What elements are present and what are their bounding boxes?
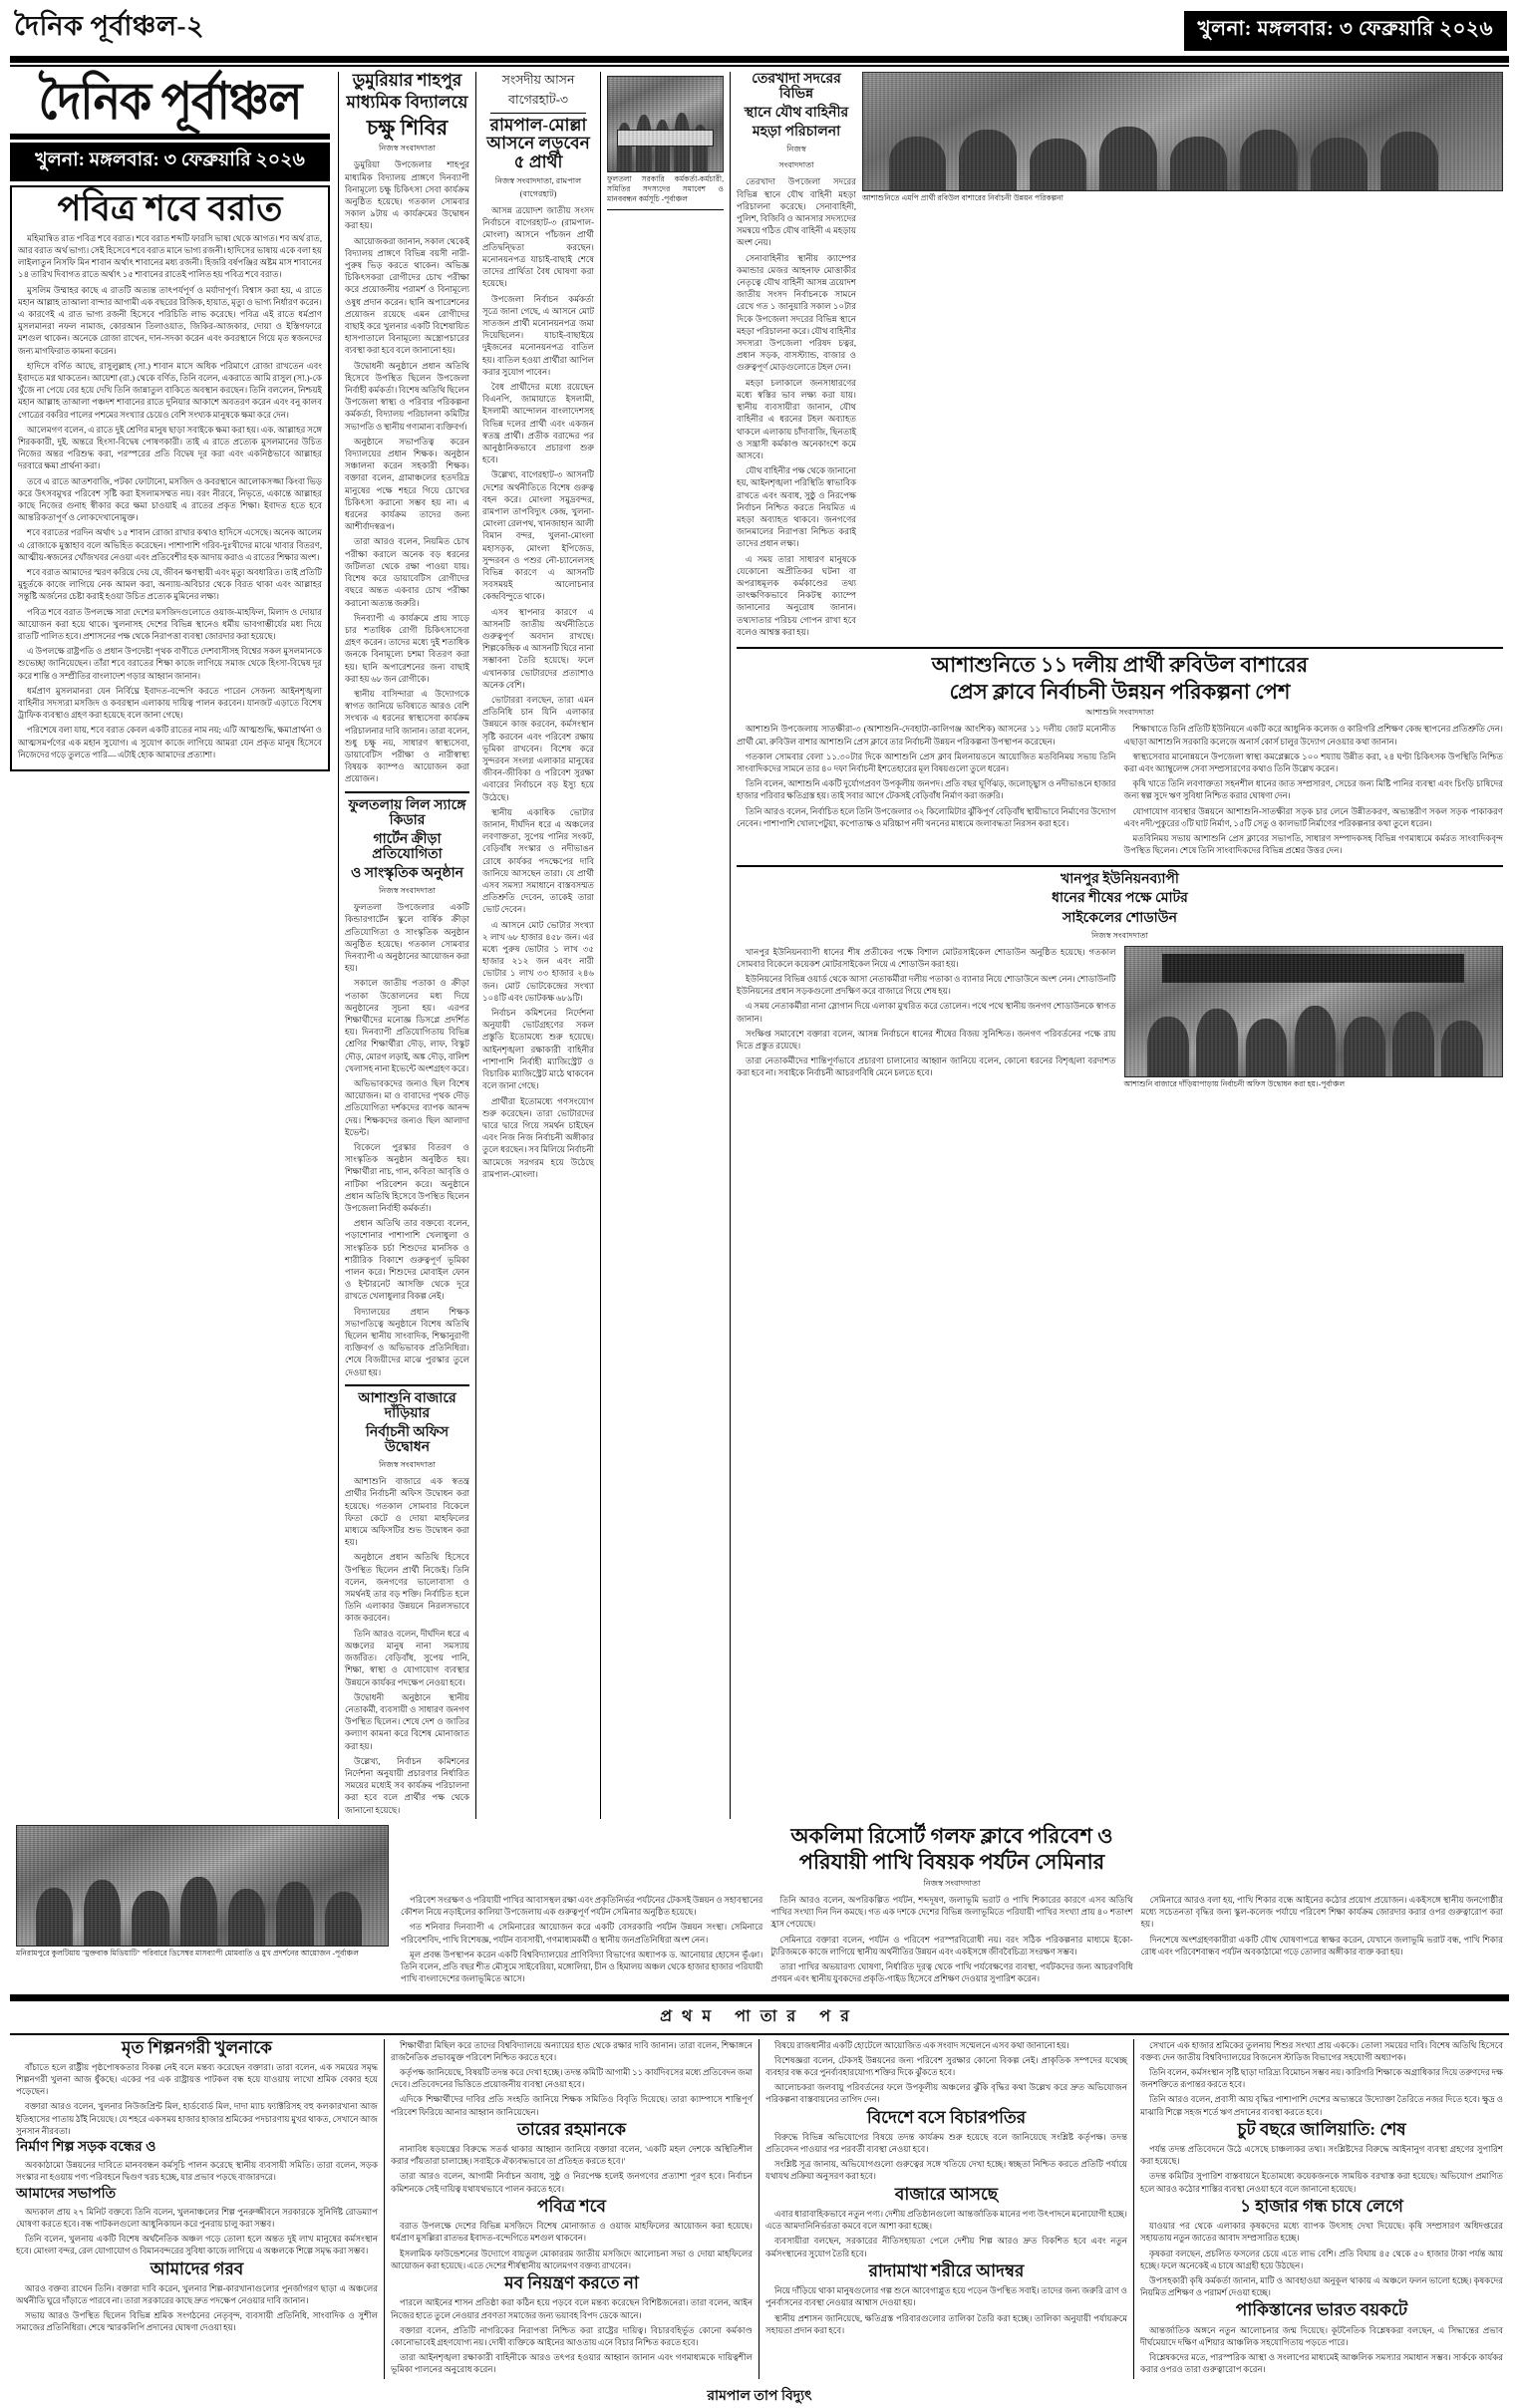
cont4-sub3-body xyxy=(1140,2324,1503,2376)
lead-para: মহিমান্বিত রাত পবিত্র শবে বরাত। শবে বরাত শব্দটি ফারসি ভাষা থেকে আগত। শব অর্থ রাত, আর বরাত অর্থ ভাগ্য। সেই হিসেবে শবে বরাত মানে ভাগ্য রজনী। হাদিসের ভাষায় একে বলা হয় লাইলাতুন নিসফি মিন শাবান অর্থাৎ শাবানের মধ্য রজনী। হিজরি বর্ষপঞ্জির অষ্টম মাস শাবানের ১৪ তারিখ দিবাগত রাতে অর্থাৎ ১৫ শাবানের রাতেই পালিত হয় পবিত্র শবে বরাত। xyxy=(18,232,322,280)
masthead-title: দৈনিক পূর্বাঞ্চল xyxy=(38,73,302,131)
rampal-headline: রামপাল-মোল্লা আসনে লড়বেন ৫ প্রার্থী xyxy=(486,116,590,171)
cont2-sub3-headline: মব নিয়ন্ত্রণ করতে না xyxy=(504,2273,639,2293)
ashashuni-banner-hl-2: প্রেস ক্লাবে নির্বাচনী উন্নয়ন পরিকল্পনা পেশ xyxy=(949,679,1291,704)
para: ভোটাররা বলছেন, তারা এমন প্রতিনিধি চান যিনি এলাকার উন্নয়নে কাজ করবেন, কর্মসংস্থান সৃষ্টি করবেন এবং পরিবেশ রক্ষায় ভূমিকা রাখবেন। বিশেষ করে সুন্দরবন সংলগ্ন এলাকার মানুষের জীবন-জীবিকা ও পরিবেশ সুরক্ষা এবারের নির্বাচনে বড় ইস্যু হয়ে উঠেছে। xyxy=(482,695,594,802)
para: বক্তারা বলেন, প্রতিটি নাগরিকের নিরাপত্তা নিশ্চিত করা রাষ্ট্রের দায়িত্ব। বিচারবহির্ভূত কোনো কর্মকাণ্ড কোনোভাবেই গ্রহণযোগ্য নয়। দোষী ব্যক্তিকে আইনের আওতায় এনে বিচার নিশ্চিত করতে হবে। xyxy=(391,2324,753,2348)
para: তারা আরও বলেন, আগামী নির্বাচন অবাধ, সুষ্ঠু ও নিরপেক্ষ হলেই জনগণের প্রত্যাশা পূরণ হবে। নির্বাচন কমিশনকে সেই দায়িত্ব যথাযথভাবে পালন করতে হবে। xyxy=(391,2171,753,2194)
divider xyxy=(737,647,1503,649)
rampal-byline: নিজস্ব সংবাদদাতা, রামপাল (বাগেরহাট) xyxy=(494,176,582,199)
akrama-col2 xyxy=(770,1894,1132,1987)
para: তিনি বলেন, খুলনায় একটি বিশেষ অর্থনৈতিক অঞ্চল গড়ে তোলা হলে অন্তত দুই লাখ মানুষের কর্মসংস্থান হবে। মোংলা বন্দর, রেল যোগাযোগ ও বিমানবন্দরের সুবিধা কাজে লাগিয়ে এ অঞ্চলকে শিল্পে সমৃদ্ধ করা সম্ভব। xyxy=(16,2234,378,2257)
para: উল্লেখ্য, নির্বাচন কমিশনের নির্দেশনা অনুযায়ী প্রচারণার নির্ধারিত সময়ের মধ্যেই সব কার্যক্রম পরিচালনা করা হবে বলে প্রার্থীর পক্ষ থেকে জানানো হয়েছে। xyxy=(345,1755,469,1815)
para: মূল প্রবন্ধ উপস্থাপন করেন একটি বিশ্ববিদ্যালয়ের প্রাণিবিদ্যা বিভাগের অধ্যাপক ড. আনোয়ার হোসেন ভূঁঞা। তিনি বলেন, প্রতি বছর শীত মৌসুমে সাইবেরিয়া, মঙ্গোলিয়া, চীন ও হিমালয় অঞ্চল থেকে হাজার হাজার পরিযায়ী পাখি বাংলাদেশের জলাভূমিতে আসে। xyxy=(401,1949,763,1984)
continuation-band xyxy=(10,1994,1509,2035)
para: আশাশুনি উপজেলায় সাতক্ষীরা-৩ (আশাশুনি-দেবহাটা-কালিগঞ্জ আংশিক) আসনের ১১ দলীয় জোট মনোনীত প্রার্থী মো. রুবিউল বাশার আশাশুনি প্রেস ক্লাবে তার নির্বাচনী উন্নয়ন পরিকল্পনা উপস্থাপন করেছেন। xyxy=(737,724,1116,747)
para: উপসহকারী কৃষি কর্মকর্তা জানান, মাটি ও আবহাওয়া অনুকূল থাকায় এ অঞ্চলে ফলন ভালো হচ্ছে। কৃষকদের নিয়মিত প্রশিক্ষণ ও পরামর্শ দেওয়া হচ্ছে। xyxy=(1140,2275,1503,2298)
rampal-kicker: সংসদীয় আসন বাগেরহাট-৩ xyxy=(490,72,586,114)
cont1-sub1-body xyxy=(16,2159,378,2183)
akrama-col1 xyxy=(401,1894,762,1987)
para: ইসলামিক ফাউন্ডেশনের উদ্যোগে বায়তুল মোকাররম জাতীয় মসজিদে আলোচনা সভা ও দোয়া মাহফিলের আয়োজন করা হয়েছে। এতে দেশের শীর্ষস্থানীয় আলেমগণ বক্তব্য রাখবেন। xyxy=(391,2248,753,2270)
para: অভিভাবকদের জন্যও ছিল বিশেষ আয়োজন। মা ও বাবাদের পৃথক দৌড় প্রতিযোগিতা দর্শকদের ব্যাপক আনন্দ দেয়। শিক্ষকদের জন্যও ছিল আলাদা ইভেন্ট। xyxy=(345,1077,469,1137)
para: অবকাঠামো উন্নয়নের দাবিতে মানববন্ধন কর্মসূচি পালন করেছে স্থানীয় ব্যবসায়ী সমিতি। তারা বলেন, সড়ক সংস্কার না হওয়ায় পণ্য পরিবহনে দ্বিগুণ খরচ হচ্ছে, যার প্রভাব পড়ছে বাজারদরে। xyxy=(16,2160,378,2183)
cont1-headline: মৃত শিল্পনগরী খুলনাকে xyxy=(122,2037,272,2057)
cont4-sub2-body xyxy=(1140,2220,1503,2298)
folio-date: খুলনা: মঙ্গলবার: ৩ ফেব্রুয়ারি ২০২৬ xyxy=(1184,11,1507,51)
dumuria-kicker-2: মাধ্যমিক বিদ্যালয়ে xyxy=(346,93,468,113)
para: নিয়ে দাঁড়িয়ে থাকা মানুষগুলোর গল্প শুনে আবেগাপ্লুত হয়ে পড়েন উপস্থিত সবাই। তাদের জন্য জরুরি ত্রাণ ও পুনর্বাসনের ব্যবস্থা নেওয়ার আশ্বাস দেওয়া হয়। xyxy=(765,2285,1127,2308)
cont1-body xyxy=(16,2061,378,2137)
para: যোগাযোগ ব্যবস্থার উন্নয়নে আশাশুনি-সাতক্ষীরা সড়ক চার লেনে উন্নীতকরণ, অভ্যন্তরীণ সকল সড়ক পাকাকরণ এবং নদী/পুকুরের ৩টি ঘাট নির্মাণ, ১৫টি সেতু ও কালভার্ট নির্মাণের পরিকল্পনার কথা তুলে ধরেন। xyxy=(1123,805,1503,828)
fultala-headline-1: ফুলতলায় লিল স্যাঙ্গে কিডার xyxy=(348,797,466,828)
ashashuni-photo-caption: আশাশুনি বাজারে দাঁড়িয়াপাড়ায় নির্বাচনী অফিস উদ্বোধন করা হয়।-পূর্বাঞ্চল xyxy=(1123,1078,1346,1088)
cont1-sub3-headline: আমাদের গরব xyxy=(150,2258,244,2278)
lead-para: মুসলিম উম্মাহর কাছে এ রাতটি অত্যন্ত তাৎপর্যপূর্ণ ও মর্যাদাপূর্ণ। বিশ্বাস করা হয়, এ রাতে মহান আল্লাহ তাআলা বান্দার আগামী এক বছরের রিজিক, হায়াত, মৃত্যু ও ভাগ্য নির্ধারণ করেন। এ কারণেই এ রাত ভাগ্য রজনী হিসেবে পরিচিতি লাভ করেছে। পবিত্র এই রাতে ধর্মপ্রাণ মুসলমানরা নফল নামাজ, কোরআন তিলাওয়াত, জিকির-আজকার, দোয়া ও ইস্তিগফারে মশগুল থাকেন। অনেকে রোজা রাখেন, দান-সদকা করেন এবং কবরস্থানে গিয়ে মৃত স্বজনদের জন্য মাগফিরাত কামনা করেন। xyxy=(18,284,322,356)
khanpur-body xyxy=(737,946,1116,1089)
divider xyxy=(345,791,469,793)
ashashuni-bazar-hl-1: আশাশুনি বাজারে দাঁড়িয়ার xyxy=(358,1390,456,1421)
para: বিকেলে পুরস্কার বিতরণ ও সাংস্কৃতিক অনুষ্ঠান অনুষ্ঠিত হয়। শিক্ষার্থীরা নাচ, গান, কবিতা আবৃত্তি ও নাটিকা পরিবেশন করে। অনুষ্ঠানে প্রধান অতিথি হিসেবে উপস্থিত ছিলেন উপজেলা নির্বাহী কর্মকর্তা। xyxy=(345,1141,469,1213)
para: এদিকে শিক্ষার্থীদের দাবির প্রতি সংহতি জানিয়ে শিক্ষক সমিতিও বিবৃতি দিয়েছে। তারা ক্যাম্পাসে শান্তিপূর্ণ পরিবেশ ফিরিয়ে আনার আহ্বান জানিয়েছেন। xyxy=(391,2094,753,2117)
para: সভায় আরও উপস্থিত ছিলেন বিভিন্ন শ্রমিক সংগঠনের নেতৃবৃন্দ, ব্যবসায়ী প্রতিনিধি, সাংবাদিক ও সুশীল সমাজের প্রতিনিধিরা। শেষে স্মারকলিপি প্রদানের ঘোষণা দেওয়া হয়। xyxy=(16,2310,378,2333)
cont-column-1 xyxy=(10,2039,385,2379)
top-section xyxy=(10,72,1509,1819)
para: সেখানে এক হাজার শ্রমিকের তুলনায় শিশুর সংখ্যা প্রায় এককে। তোলা সময়ের দাবি। বিশেষ অতিথি হিসেবে বক্তব্য দেন জাতীয় বিশ্ববিদ্যালয়ের বিজনেস স্টাডিজ বিভাগের সহযোগী অধ্যাপক। xyxy=(1140,2039,1503,2062)
dumuria-kicker-1: ডুমুরিয়ার শাহপুর xyxy=(352,71,462,90)
divider xyxy=(345,1384,469,1386)
para: এ সময় তারা সাধারণ মানুষকে যেকোনো অপ্রীতিকর ঘটনা বা অপরাধমূলক কর্মকাণ্ডের তথ্য তাৎক্ষণিকভাবে নিকটস্থ ক্যাম্পে জানানোর অনুরোধ জানান। তথ্যদাতার পরিচয় গোপন রাখা হবে বলেও আশ্বস্ত করা হয়। xyxy=(737,553,856,637)
para: সেমিনারে আরও বলা হয়, পাখি শিকার বন্ধে আইনের কঠোর প্রয়োগ প্রয়োজন। একইসঙ্গে স্থানীয় জনগোষ্ঠীর মধ্যে সচেতনতা বৃদ্ধির জন্য স্কুল-কলেজ পর্যায়ে পরিবেশ শিক্ষা কার্যক্রম জোরদার করার ওপর গুরুত্বারোপ করা হয়। xyxy=(1140,1895,1503,1930)
cont3-sub2-body xyxy=(765,2208,1127,2259)
masthead-rule xyxy=(10,134,330,140)
para: বিশ্লেষকদের মতে, পারস্পরিক আস্থা ও সংলাপের মাধ্যমেই আঞ্চলিক সমস্যার সমাধান সম্ভব। সার্ককে কার্যকর করার ওপরও তারা গুরুত্বারোপ করেন। xyxy=(1140,2352,1503,2375)
terokhada-photo-caption: আশাশুনিতে এমপি প্রার্থী রবিউল বাশারের নির্বাচনী উন্নয়ন পরিকল্পনা xyxy=(862,193,1063,202)
para: তিনি আরও বলেন, নির্বাচিত হলে তিনি উপজেলার ৩২ কিলোমিটার ঝুঁকিপূর্ণ বেড়িবাঁধ স্থায়ীভাবে নির্মাণের উদ্যোগ নেবেন। পাশাপাশি খোলপেটুয়া, কপোতাক্ষ ও মরিচ্চাপ নদী খননের মাধ্যমে জলাবদ্ধতা নিরসন করা হবে। xyxy=(737,805,1116,828)
dumuria-headline: চক্ষু শিবির xyxy=(366,115,449,140)
masthead-datebar: খুলনা: মঙ্গলবার: ৩ ফেব্রুয়ারি ২০২৬ xyxy=(10,143,330,181)
para: দিনশেষে অংশগ্রহণকারীরা একটি যৌথ ঘোষণাপত্রে স্বাক্ষর করেন, যেখানে জলাভূমি ভরাট বন্ধ, পাখি শিকার রোধ এবং পরিবেশবান্ধব পর্যটন অবকাঠামো গড়ে তোলার অঙ্গীকার ব্যক্ত করা হয়। xyxy=(1140,1934,1503,1956)
para: যাওয়ার পর থেকে এলাকার কৃষকদের মধ্যে ব্যাপক উৎসাহ দেখা দিয়েছে। কৃষি সম্প্রসারণ অধিদপ্তরের সহায়তায় নতুন জাতের আবাদ সম্প্রসারিত হচ্ছে। xyxy=(1140,2221,1503,2244)
cont2-sub1-headline: তারের রহমানকে xyxy=(517,2119,626,2139)
divider xyxy=(737,865,1503,867)
ashashuni-bazar-body xyxy=(345,1475,469,1815)
cont4-sub1-headline: চুট বছরে জালিয়াতি: শেষ xyxy=(1237,2119,1406,2139)
para: বিশেষজ্ঞরা বলেন, টেকসই উন্নয়নের জন্য পরিবেশ সুরক্ষার কোনো বিকল্প নেই। প্রাকৃতিক সম্পদের যথেচ্ছ ব্যবহার বন্ধ করে পুনর্ব্যবহারযোগ্য শক্তির দিকে ঝুঁকতে হবে। xyxy=(765,2054,1127,2077)
band-rule-bottom xyxy=(10,2033,1509,2035)
para: এ সময় নেতাকর্মীরা নানা স্লোগান দিয়ে এলাকা মুখরিত করে তোলেন। পথে পথে স্থানীয় জনগণ শোডাউনকে স্বাগত জানান। xyxy=(737,1001,1116,1024)
khanpur-byline: নিজস্ব সংবাদদাতা xyxy=(1091,930,1148,940)
lead-headline: পবিত্র শবে বরাত xyxy=(57,189,283,228)
lead-para: পবিত্র শবে বরাত উপলক্ষে সারা দেশের মসজিদগুলোতে ওয়াজ-মাহফিল, মিলাদ ও দোয়ার আয়োজন করা হয়ে থাকে। খুলনাসহ দেশের বিভিন্ন স্থানেও ধর্মীয় ভাবগাম্ভীর্যের মধ্য দিয়ে রাতটি পালিত হবে। প্রশাসনের পক্ষ থেকে নিরাপত্তা ব্যবস্থা জোরদার করা হয়েছে। xyxy=(18,606,322,642)
fultala-photo-caption: ফুলতলা সরকারি কর্মকর্তা-কর্মচারী, সমিতির সদস্যদের সমাবেশ ও মানববন্ধন কর্মসূচি -পূর্বাঞ্চল xyxy=(607,174,724,203)
fultala-body xyxy=(345,901,469,1378)
terokhada-body xyxy=(737,175,856,638)
ashashuni-bazar-hl-2: নির্বাচনী অফিস উদ্বোধন xyxy=(365,1425,450,1456)
lead-para: শবে বরাতের পরদিন অর্থাৎ ১৫ শাবান রোজা রাখার কথাও হাদিসে এসেছে। অনেক আলেম এ রোজাকে মুস্তাহাব বলে অভিহিত করেছেন। পাশাপাশি গরিব-দুঃখীদের মাঝে খাবার বিতরণ, আত্মীয়-স্বজনের খোঁজখবর নেওয়া এবং প্রতিবেশীর হক আদায় করাও এ রাতের শিক্ষার অংশ। xyxy=(18,527,322,562)
continuation-title: প্রথম পাতার পর xyxy=(660,2007,859,2025)
para: শিক্ষাখাতে তিনি প্রতিটি ইউনিয়নে একটি করে আধুনিক কলেজ ও কারিগরি প্রশিক্ষণ কেন্দ্র স্থাপনের প্রতিশ্রুতি দেন। এছাড়া আশাশুনি সরকারি কলেজে অনার্স কোর্স চালুর উদ্যোগ নেওয়ার কথা জানান। xyxy=(1123,724,1503,747)
monirampur-photo-caption: মনিরামপুরে কুলটিয়ায় "মুক্তবাক মিডিয়াটি" পরিবারে ডিসেম্বর মাসব্যাপী মোমবাতি ও মুখ প্রদর্শনের আয়োজন -পূর্বাঞ্চল xyxy=(16,1948,359,1957)
lead-para: এ উপলক্ষে রাষ্ট্রপতি ও প্রধান উপদেষ্টা পৃথক বাণীতে দেশবাসীসহ বিশ্বের সকল মুসলমানকে শুভেচ্ছা জানিয়েছেন। তাঁরা শবে বরাতের শিক্ষা কাজে লাগিয়ে সমাজ থেকে হিংসা-বিদ্বেষ দূর করে শান্তি ও সম্প্রীতির বাংলাদেশ গড়ার আহ্বান জানান। xyxy=(18,646,322,681)
para: তেরখাদা উপজেলা সদরের বিভিন্ন স্থানে যৌথ বাহিনী মহড়া পরিচালনা করেছে। সেনাবাহিনী, পুলিশ, বিজিবি ও আনসার সদস্যদের সমন্বয়ে গঠিত যৌথ বাহিনী এ মহড়ায় অংশ নেয়। xyxy=(737,176,856,248)
lead-para: পরিশেষে বলা যায়, শবে বরাত কেবল একটি রাতের নাম নয়; এটি আত্মশুদ্ধি, ক্ষমাপ্রার্থনা ও আত্মসমর্পণের এক মহান সুযোগ। এ সুযোগ কাজে লাগিয়ে আমরা যেন প্রকৃত মানুষ হিসেবে নিজেদের গড়ে তুলতে পারি— এটাই হোক আমাদের প্রত্যাশা। xyxy=(18,725,322,759)
cont2-sub1-body xyxy=(391,2143,753,2195)
para: গত শনিবার দিনব্যাপী এ সেমিনারের আয়োজন করে একটি বেসরকারি পর্যটন উন্নয়ন সংস্থা। সেমিনারে পরিবেশবিদ, পাখি বিশেষজ্ঞ, পর্যটন ব্যবসায়ী, গণমাধ্যমকর্মী ও স্থানীয় জনপ্রতিনিধিরা অংশ নেন। xyxy=(401,1922,763,1945)
para: স্থানীয় একাধিক ভোটার জানান, দীর্ঘদিন ধরে এ অঞ্চলের লবণাক্ততা, সুপেয় পানির সংকট, বেড়িবাঁধ সংস্কার ও নদীভাঙন রোধে কার্যকর পদক্ষেপের দাবি জানিয়ে আসছেন তারা। যে প্রার্থী এসব সমস্যা সমাধানে বাস্তবসম্মত প্রতিশ্রুতি দেবেন, তাকেই তারা ভোট দেবেন। xyxy=(482,806,594,915)
cont2-sub2-body xyxy=(391,2220,753,2271)
lead-para: আলেমগণ বলেন, এ রাতে দুই শ্রেণির মানুষ ছাড়া সবাইকে ক্ষমা করা হয়। এক. আল্লাহর সঙ্গে শিরককারী, দুই. অন্তরে হিংসা-বিদ্বেষ পোষণকারী। তাই এ রাতে প্রত্যেক মুসলমানের উচিত নিজের অন্তর পরিশুদ্ধ করা, পরস্পরের প্রতি বিদ্বেষ দূর করা এবং একনিষ্ঠভাবে আল্লাহর দরবারে ক্ষমা প্রার্থনা করা। xyxy=(18,424,322,471)
para: বৈধ প্রার্থীদের মধ্যে রয়েছেন বিএনপি, জামায়াতে ইসলামী, ইসলামী আন্দোলন বাংলাদেশসহ বিভিন্ন দলের প্রার্থী এবং একজন স্বতন্ত্র প্রার্থী। প্রতীক বরাদ্দের পর আনুষ্ঠানিকভাবে প্রচারণা শুরু হবে। xyxy=(482,381,594,465)
para: তারা নেতাকর্মীদের শান্তিপূর্ণভাবে প্রচারণা চালানোর আহ্বান জানিয়ে বলেন, কোনো ধরনের বিশৃঙ্খলা বরদাশত করা হবে না। সবাইকে নির্বাচনী আচরণবিধি মেনে চলতে হবে। xyxy=(737,1055,1116,1078)
continuation-section xyxy=(10,2039,1509,2379)
para: বরাত উপলক্ষে দেশের বিভিন্ন মসজিদে বিশেষ মোনাজাত ও ওয়াজ মাহফিলের আয়োজন করা হয়েছে। ধর্মপ্রাণ মুসল্লিরা রাতভর ইবাদত-বন্দেগিতে মশগুল থাকবেন। xyxy=(391,2221,753,2244)
para: অনুষ্ঠানে প্রধান অতিথি হিসেবে উপস্থিত ছিলেন প্রার্থী নিজেই। তিনি বলেন, জনগণের ভালোবাসা ও সমর্থনই তার বড় শক্তি। নির্বাচিত হলে তিনি এলাকার উন্নয়নে নিরলসভাবে কাজ করবেন। xyxy=(345,1552,469,1624)
rampal-column xyxy=(476,72,601,1819)
fultala-photo-column xyxy=(601,72,731,1819)
para: ব্যবসায়ীরা বলছেন, সরকারের নীতিসহায়তা পেলে দেশীয় শিল্প আরও দ্রুত বিকশিত হবে এবং নতুন কর্মসংস্থানের সুযোগ তৈরি হবে। xyxy=(765,2236,1127,2258)
para: বিরুদ্ধে বিভিন্ন অভিযোগের বিষয়ে তদন্ত কার্যক্রম শুরু হয়েছে বলে জানিয়েছে সংশ্লিষ্ট কর্তৃপক্ষ। তদন্ত প্রতিবেদন পাওয়ার পর পরবর্তী ব্যবস্থা নেওয়া হবে। xyxy=(765,2131,1127,2155)
ashashuni-office-photo xyxy=(1124,946,1504,1077)
terokhada-photo-block xyxy=(862,72,1503,641)
terokhada-group-photo xyxy=(862,72,1503,191)
para: মহড়া চলাকালে জনসাধারণের মধ্যে স্বস্তির ভাব লক্ষ্য করা যায়। স্থানীয় ব্যবসায়ীরা জানান, যৌথ বাহিনীর এ ধরনের টহল অব্যাহত থাকলে এলাকায় চাঁদাবাজি, ছিনতাই ও সন্ত্রাসী কর্মকাণ্ড অনেকাংশে কমে আসবে। xyxy=(737,377,856,460)
terokhada-hl-1: তেরখাদা সদরের বিভিন্ন xyxy=(752,72,841,103)
para: পারলে আইনের শাসন প্রতিষ্ঠা করা কঠিন হয়ে পড়বে বলে মন্তব্য করেছেন বিশিষ্টজনেরা। তারা বলেন, আইন নিজের হাতে তুলে নেওয়ার প্রবণতা সমাজের জন্য ভয়াবহ বিপদ ডেকে আনে। xyxy=(391,2297,753,2320)
para: উদ্বোধনী অনুষ্ঠানে স্থানীয় নেতাকর্মী, ব্যবসায়ী ও সাধারণ জনগণ উপস্থিত ছিলেন। শেষে দেশ ও জাতির কল্যাণ কামনা করে বিশেষ মোনাজাত করা হয়। xyxy=(345,1691,469,1751)
para: খানপুর ইউনিয়নব্যাপী ধানের শীষ প্রতীকের পক্ষে বিশাল মোটরসাইকেল শোডাউন অনুষ্ঠিত হয়েছে। গতকাল সোমবার বিকেলে কয়েকশ মোটরসাইকেল নিয়ে এ শোডাউন করা হয়। xyxy=(737,946,1116,969)
para: প্রধান অতিথি তার বক্তব্যে বলেন, পড়াশোনার পাশাপাশি খেলাধুলা ও সাংস্কৃতিক চর্চা শিশুদের মানসিক ও শারীরিক বিকাশে গুরুত্বপূর্ণ ভূমিকা পালন করে। শিশুদের মোবাইল ফোন ও ইন্টারনেট আসক্তি থেকে দূরে রাখতে খেলাধুলার বিকল্প নেই। xyxy=(345,1218,469,1302)
dumuria-column xyxy=(339,72,476,1819)
para: তিনি আরও বলেন, অপরিকল্পিত পর্যটন, শব্দদূষণ, জলাভূমি ভরাট ও পাখি শিকারের কারণে এসব অতিথি পাখির সংখ্যা দিন দিন কমছে। গত এক দশকে দেশের বিভিন্ন জলাভূমিতে পরিযায়ী পাখির সংখ্যা প্রায় ৪০ শতাংশ হ্রাস পেয়েছে। xyxy=(770,1895,1133,1930)
akrama-seminar xyxy=(395,1825,1509,1988)
fultala-headline-3: ও সাংস্কৃতিক অনুষ্ঠান xyxy=(350,865,464,881)
para: বাঁচাতে হলে রাষ্ট্রীয় পৃষ্ঠপোষকতার বিকল্প নেই বলে মন্তব্য করেছেন বক্তারা। তারা বলেন, এক সময়ের সমৃদ্ধ শিল্পনগরী খুলনা আজ ধুঁকছে। একের পর এক রাষ্ট্রায়ত্ত পাটকল বন্ধ হয়ে যাওয়ায় লাখো শ্রমিক বেকার হয়ে পড়েছেন। xyxy=(16,2061,378,2097)
para: মতবিনিময় সভায় আশাশুনি প্রেস ক্লাবের সভাপতি, সাধারণ সম্পাদকসহ বিভিন্ন গণমাধ্যমে কর্মরত সাংবাদিকবৃন্দ উপস্থিত ছিলেন। শেষে তিনি সাংবাদিকদের বিভিন্ন প্রশ্নের উত্তর দেন। xyxy=(1123,832,1503,856)
para: তারা আরও বলেন, নিয়মিত চোখ পরীক্ষা করালে অনেক বড় ধরনের জটিলতা থেকে রক্ষা পাওয়া যায়। বিশেষ করে ডায়াবেটিস রোগীদের বছরে অন্তত একবার চোখ পরীক্ষা করানো অত্যন্ত জরুরি। xyxy=(345,536,469,608)
cont2-sub2-headline: পবিত্র শবে xyxy=(537,2196,606,2216)
para: আরও বক্তব্য রাখেন তিনি। বক্তারা দাবি করেন, খুলনার শিল্প-কারখানাগুলোর পুনর্জাগরণ ছাড়া এ অঞ্চলের অর্থনীতি ঘুরে দাঁড়াতে পারবে না। তারা সরকারের কাছে দ্রুত পদক্ষেপ নেওয়ার দাবি জানান। xyxy=(16,2282,378,2306)
cont3-sub2-headline: বাজারে আসছে xyxy=(894,2184,999,2204)
ashashuni-photo-block xyxy=(1124,946,1504,1089)
folio-rule-thin xyxy=(10,65,1509,67)
para: তিনি বলেন, আশাশুনি একটি দুর্যোগপ্রবণ উপকূলীয় জনপদ। প্রতি বছর ঘূর্ণিঝড়, জলোচ্ছ্বাস ও নদীভাঙনে হাজার হাজার পরিবার ক্ষতিগ্রস্ত হয়। তাই সবার আগে টেকসই বেড়িবাঁধ নির্মাণ করা জরুরি। xyxy=(737,778,1116,801)
folio-rule xyxy=(10,56,1509,63)
akrama-seminar-block xyxy=(10,1825,1509,1988)
terokhada-column xyxy=(737,72,856,641)
ashashuni-banner-col1 xyxy=(737,723,1116,859)
para: ডুমুরিয়া উপজেলার শাহপুর মাধ্যমিক বিদ্যালয় প্রাঙ্গণে দিনব্যাপী বিনামূল্যে চক্ষু চিকিৎসা সেবা কার্যক্রম অনুষ্ঠিত হয়েছে। গতকাল সোমবার সকাল ৯টায় এ কার্যক্রমের উদ্বোধন করা হয়। xyxy=(345,159,469,231)
para: অদ্যকাল প্রায় ২৭ মিনিট বক্তব্যে তিনি বলেন, খুলনাঞ্চলের শিল্প পুনরুজ্জীবনে সরকারকে সুনির্দিষ্ট রোডম্যাপ ঘোষণা করতে হবে। বন্ধ পাটকলগুলো আধুনিকায়ন করে পুনরায় চালু করা সম্ভব। xyxy=(16,2206,378,2229)
para: সেনাবাহিনীর স্থানীয় ক্যাম্পের কমান্ডার মেজর আহনাফ মোত্তাকীর নেতৃত্বে যৌথ বাহিনী আসন্ন ত্রয়োদশ জাতীয় সংসদ নির্বাচনকে সামনে রেখে গত ১ জানুয়ারি সকাল ১০টার দিকে উপজেলা সদরের বিভিন্ন স্থানে মহড়া পরিচালনা করে। যৌথ বাহিনীর সদস্যরা উপজেলা পরিষদ চত্বর, প্রধান সড়ক, বাসস্ট্যান্ড, বাজার ও গুরুত্বপূর্ণ মোড়গুলোতে টহল দেন। xyxy=(737,252,856,373)
right-section xyxy=(731,72,1509,1819)
para: পরিবেশ সংরক্ষণ ও পরিযায়ী পাখির আবাসস্থল রক্ষা এবং প্রকৃতিনির্ভর পর্যটনের টেকসই উন্নয়ন ও সহাবস্থানের কৌশল নিয়ে নড়াইলের কালিয়া উপজেলায় এক গুরুত্বপূর্ণ পর্যটন সেমিনার অনুষ্ঠিত হয়েছে। xyxy=(401,1895,763,1918)
para: আশাশুনি বাজারে এক স্বতন্ত্র প্রার্থীর নির্বাচনী অফিস উদ্বোধন করা হয়েছে। গতকাল সোমবার বিকেলে ফিতা কেটে ও দোয়া মাহফিলের মাধ্যমে অফিসটির শুভ উদ্বোধন করা হয়। xyxy=(345,1476,469,1548)
para: নির্বাচন কমিশনের নির্দেশনা অনুযায়ী ভোটগ্রহণের সকল প্রস্তুতি ইতোমধ্যে শুরু হয়েছে। আইনশৃঙ্খলা রক্ষাকারী বাহিনীর পাশাপাশি নির্বাহী ম্যাজিস্ট্রেট ও বিচারিক ম্যাজিস্ট্রেট মাঠে থাকবেন বলে জানা গেছে। xyxy=(482,1008,594,1091)
para: যৌথ বাহিনীর পক্ষ থেকে জানানো হয়, আইনশৃঙ্খলা পরিস্থিতি স্বাভাবিক রাখতে এবং অবাধ, সুষ্ঠু ও নিরপেক্ষ নির্বাচন নিশ্চিত করতে নিয়মিত এ মহড়া অব্যাহত থাকবে। জনগণের জানমালের নিরাপত্তা নিশ্চিত করাই তাদের প্রধান লক্ষ্য। xyxy=(737,465,856,549)
akrama-hl-1: অকলিমা রিসোর্ট গলফ ক্লাবে পরিবেশ ও xyxy=(790,1823,1113,1848)
dumuria-byline: নিজস্ব সংবাদদাতা xyxy=(379,144,436,153)
cont1-sub1-headline: নির্মাণ শিল্প সড়ক বন্ধের ও xyxy=(16,2140,156,2156)
para: এবার ধারাবাহিকভাবে নতুন পণ্য। দেশীয় প্রতিষ্ঠানগুলো আন্তর্জাতিক মানের পণ্য উৎপাদনে মনোযোগী হচ্ছে। এতে আমদানিনির্ভরতা কমবে বলে আশা করা হচ্ছে। xyxy=(765,2209,1127,2232)
band-rule-top xyxy=(10,1994,1509,2001)
page-folio xyxy=(0,0,1519,53)
fultala-protest-photo xyxy=(607,76,724,172)
para: তারা আইনশৃঙ্খলা রক্ষাকারী বাহিনীকে আরও তৎপর হওয়ার আহ্বান জানান এবং গণমাধ্যমকে দায়িত্বশীল ভূমিকা পালনের অনুরোধ করেন। xyxy=(391,2352,753,2375)
para: আন্তর্জাতিক অঙ্গনে নতুন আলোচনার জন্ম দিয়েছে। কূটনৈতিক বিশ্লেষকরা বলছেন, এ সিদ্ধান্তের প্রভাব দীর্ঘমেয়াদে দক্ষিণ এশিয়ার আঞ্চলিক সহযোগিতায় পড়তে পারে। xyxy=(1140,2324,1503,2348)
para: বক্তারা আরও বলেন, খুলনার নিউজপ্রিন্ট মিল, হার্ডবোর্ড মিল, দাদা ম্যাচ ফ্যাক্টরিসহ বহু কলকারখানা আজ ইতিহাসের পাতায় ঠাঁই নিয়েছে। যে শহরে একসময় হাজার হাজার শ্রমিকের পদচারণায় মুখর থাকত, সেখানে আজ সুনসান নীরবতা। xyxy=(16,2101,378,2136)
cont2-body xyxy=(391,2039,753,2118)
masthead-column xyxy=(10,72,339,1819)
lead-para: শবে বরাত আমাদের স্মরণ করিয়ে দেয় যে, জীবন ক্ষণস্থায়ী এবং মৃত্যু অবধারিত। তাই প্রতিটি মুহূর্তকে কাজে লাগিয়ে নেক আমল করা, অন্যায়-অবিচার থেকে বিরত থাকা এবং আল্লাহর সন্তুষ্টি অর্জনের চেষ্টা করাই হওয়া উচিত প্রত্যেক মুমিনের লক্ষ্য। xyxy=(18,567,322,602)
lead-body xyxy=(18,232,322,760)
para: কৃষি খাতে তিনি লবণাক্ততা সহনশীল ধানের জাত সম্প্রসারণ, সেচের জন্য মিষ্টি পানির ব্যবস্থা এবং চিংড়ি চাষিদের জন্য স্বল্প সুদে ঋণ সুবিধা নিশ্চিত করার ঘোষণা দেন। xyxy=(1123,778,1503,801)
para: তদন্ত কমিটির সুপারিশ বাস্তবায়নে ইতোমধ্যে কয়েকজনকে সাময়িক বরখাস্ত করা হয়েছে। অভিযোগ প্রমাণিত হলে আরও কঠোর শাস্তির ব্যবস্থা নেওয়া হবে বলে জানানো হয়েছে। xyxy=(1140,2171,1503,2194)
page-label: দৈনিক পূর্বাঞ্চল-২ xyxy=(14,11,205,41)
cont4-sub3-headline: পাকিস্তানের ভারত বয়কটে xyxy=(1235,2300,1408,2320)
cont-column-2 xyxy=(385,2039,760,2379)
para: ফুলতলা উপজেলার একটি কিন্ডারগার্টেন স্কুলে বার্ষিক ক্রীড়া প্রতিযোগিতা ও সাংস্কৃতিক অনুষ্ঠান অনুষ্ঠিত হয়েছে। গতকাল সোমবার দিনব্যাপী এ অনুষ্ঠানের আয়োজন করা হয়। xyxy=(345,902,469,974)
lead-para: তবে এ রাতে আতশবাজি, পটকা ফোটানো, মসজিদ ও কবরস্থানে আলোকসজ্জা কিংবা ভিড় করে উৎসবমুখর পরিবেশ সৃষ্টি করা ইসলামসম্মত নয়। বরং নীরবে, নিভৃতে, একান্তে আল্লাহর কাছে নিজের গুনাহ স্বীকার করে ক্ষমা চাওয়াই এ রাতের প্রকৃত শিক্ষা। ইবাদত হতে হবে আন্তরিকতাপূর্ণ ও লোকদেখানোমুক্ত। xyxy=(18,475,322,523)
akrama-hl-2: পরিযায়ী পাখি বিষয়ক পর্যটন সেমিনার xyxy=(798,1850,1105,1875)
para: আয়োজকরা জানান, সকাল থেকেই বিদ্যালয় প্রাঙ্গণে বিভিন্ন বয়সী নারী-পুরুষ ভিড় করতে থাকেন। অভিজ্ঞ চিকিৎসকরা রোগীদের চোখ পরীক্ষা করে প্রয়োজনীয় পরামর্শ ও বিনামূল্যে ওষুধ প্রদান করেন। ছানি অপারেশনের প্রয়োজন রয়েছে এমন রোগীদের বাছাই করে খুলনার একটি বিশেষায়িত হাসপাতালে বিনামূল্যে অস্ত্রোপচারের ব্যবস্থা করা হবে বলে জানানো হয়। xyxy=(345,235,469,356)
para: উদ্বোধনী অনুষ্ঠানে প্রধান অতিথি হিসেবে উপস্থিত ছিলেন উপজেলা নির্বাহী কর্মকর্তা। বিশেষ অতিথি ছিলেন উপজেলা স্বাস্থ্য ও পরিবার পরিকল্পনা কর্মকর্তা, বিদ্যালয় পরিচালনা কমিটির সভাপতি ও স্থানীয় গণ্যমান্য ব্যক্তিবর্গ। xyxy=(345,360,469,432)
para: দিনব্যাপী এ কার্যক্রমে প্রায় সাড়ে চার শতাধিক রোগী চিকিৎসাসেবা গ্রহণ করেন। তাদের মধ্যে দুই শতাধিক জনকে বিনামূল্যে চশমা বিতরণ করা হয়। ছানি অপারেশনের জন্য বাছাই করা হয় ৬৮ জন রোগীকে। xyxy=(345,612,469,684)
para: অনুষ্ঠানে সভাপতিত্ব করেন বিদ্যালয়ের প্রধান শিক্ষক। অনুষ্ঠান সঞ্চালনা করেন সহকারী শিক্ষক। বক্তারা বলেন, গ্রামাঞ্চলের হতদরিদ্র মানুষের পক্ষে শহরে গিয়ে চোখের চিকিৎসা করানো সম্ভব হয় না। এ ধরনের কার্যক্রম তাদের জন্য আশীর্বাদস্বরূপ। xyxy=(345,436,469,532)
cont4-sub1-body xyxy=(1140,2143,1503,2195)
fultala-headline-2: গার্টেন ক্রীড়া প্রতিযোগিতা xyxy=(372,831,443,862)
para: তিনি আরও বলেন, প্রবাসী আয় বৃদ্ধির পাশাপাশি দেশের অভ্যন্তরে উদ্যোক্তা তৈরিতে নজর দিতে হবে। ক্ষুদ্র ও মাঝারি শিল্পে সহজ শর্তে ঋণ প্রদানের ব্যবস্থা করতে হবে। xyxy=(1140,2094,1503,2117)
cont1-sub2-body xyxy=(16,2206,378,2258)
akrama-col3 xyxy=(1141,1894,1503,1987)
dumuria-body xyxy=(345,158,469,784)
khanpur-hl-1: খানপুর ইউনিয়নব্যাপী xyxy=(1061,872,1179,888)
terokhada-byline-2: সংবাদদাতা xyxy=(778,160,814,170)
para: সংশ্লিষ্ট সূত্র জানায়, অভিযোগগুলো গুরুত্বের সঙ্গে খতিয়ে দেখা হচ্ছে। স্বচ্ছতা নিশ্চিত করতে প্রতিটি পর্যায়ে যথাযথ প্রক্রিয়া অনুসরণ করা হবে। xyxy=(765,2159,1127,2182)
para: আসন্ন ত্রয়োদশ জাতীয় সংসদ নির্বাচনে বাগেরহাট-৩ (রামপাল-মোংলা) আসনে পাঁচজন প্রার্থী প্রতিদ্বন্দ্বিতা করছেন। মনোনয়নপত্র যাচাই-বাছাই শেষে তাদের প্রার্থিতা বৈধ ঘোষণা করা হয়েছে। xyxy=(482,205,594,289)
cont3-sub3-body xyxy=(765,2284,1127,2336)
cont3-sub3-headline: রাদামাখা শরীরে আদম্বর xyxy=(868,2260,1025,2280)
spacer-left xyxy=(10,1825,395,1988)
para: পর্যন্ত তদন্ত প্রতিবেদনে উঠে এসেছে চাঞ্চল্যকর তথ্য। সংশ্লিষ্টদের বিরুদ্ধে আইনানুগ ব্যবস্থা গ্রহণের সুপারিশ করা হয়েছে। xyxy=(1140,2144,1503,2167)
terokhada-hl-3: মহড়া পরিচালনা xyxy=(752,125,841,141)
para: এ আসনে মোট ভোটার সংখ্যা ২ লাখ ৬৮ হাজার ৪৫৮ জন। এর মধ্যে পুরুষ ভোটার ১ লাখ ৩৫ হাজার ২১২ জন এবং নারী ভোটার ১ লাখ ৩৩ হাজার ২৪৬ জন। মোট ভোটকেন্দ্রের সংখ্যা ১০৪টি এবং ভোটকক্ষ ৬৮৯টি। xyxy=(482,919,594,1003)
para: বিষয়ে রাজধানীর একটি হোটেলে আয়োজিত এক সংবাদ সম্মেলনে এসব কথা জানানো হয়। xyxy=(774,2039,1069,2050)
para: প্রার্থীরা ইতোমধ্যে গণসংযোগ শুরু করেছেন। তারা ভোটারদের দ্বারে দ্বারে গিয়ে সমর্থন চাইছেন এবং নিজ নিজ নির্বাচনী অঙ্গীকার তুলে ধরছেন। সব মিলিয়ে নির্বাচনী আমেজে সরগরম হয়ে উঠেছে রামপাল-মোংলা। xyxy=(482,1095,594,1179)
ashashuni-banner-col2 xyxy=(1124,723,1504,859)
khanpur-hl-2: ধানের শীষের পক্ষে মোটর xyxy=(1052,891,1188,907)
para: তিনি আরও বলেন, দীর্ঘদিন ধরে এ অঞ্চলের মানুষ নানা সমস্যায় জর্জরিত। বেড়িবাঁধ, সুপেয় পানি, শিক্ষা, স্বাস্থ্য ও যোগাযোগ ব্যবস্থার উন্নয়নে কার্যকর পদক্ষেপ নেওয়া হবে। xyxy=(345,1628,469,1687)
ashashuni-banner-hl-1: আশাশুনিতে ১১ দলীয় প্রার্থী রুবিউল বাশারের xyxy=(931,652,1309,677)
cont3-sub1-body xyxy=(765,2131,1127,2183)
para: আলোচকরা জলবায়ু পরিবর্তনের ফলে উপকূলীয় অঞ্চলের ঝুঁকি বৃদ্ধির কথা উল্লেখ করে দ্রুত অভিযোজন পরিকল্পনা বাস্তবায়নের তাগিদ দেন। xyxy=(765,2082,1127,2105)
para: সকালে জাতীয় পতাকা ও ক্রীড়া পতাকা উত্তোলনের মধ্য দিয়ে অনুষ্ঠানের সূচনা হয়। এরপর শিক্ষার্থীদের মনোজ্ঞ ডিসপ্লে প্রদর্শিত হয়। দিনব্যাপী প্রতিযোগিতায় বিভিন্ন শ্রেণির শিক্ষার্থীরা দৌড়, লাফ, বিস্কুট দৌড়, মোরগ লড়াই, অঙ্ক দৌড়, বালিশ খেলাসহ নানা ইভেন্টে অংশগ্রহণ করে। xyxy=(345,978,469,1073)
cont2-sub3-body xyxy=(391,2296,753,2375)
para: কর্তৃপক্ষ জানিয়েছে, বিষয়টি তদন্ত করে দেখা হচ্ছে। তদন্ত কমিটি আগামী ১১ কার্যদিবসের মধ্যে প্রতিবেদন জমা দেবে। প্রতিবেদনের ভিত্তিতে প্রয়োজনীয় ব্যবস্থা নেওয়া হবে। xyxy=(391,2066,753,2090)
para: তারা পাখির অভয়ারণ্য ঘোষণা, নির্ধারিত দূরত্ব থেকে পাখি পর্যবেক্ষণের ব্যবস্থা, পর্যটকদের জন্য আচরণবিধি প্রণয়ন এবং স্থানীয় যুবকদের প্রকৃতি-গাইড হিসেবে প্রশিক্ষণ দেওয়ার সুপারিশ করেন। xyxy=(770,1961,1133,1984)
cont-column-3 xyxy=(760,2039,1134,2379)
divider xyxy=(607,209,724,210)
cont1-sub2-headline: আমাদের সভাপতি xyxy=(16,2186,117,2202)
lead-para: ধর্মপ্রাণ মুসলমানরা যেন নির্বিঘ্নে ইবাদত-বন্দেগি করতে পারেন সেজন্য আইনশৃঙ্খলা বাহিনীর সদস্যরা মসজিদ ও কবরস্থান এলাকায় দায়িত্ব পালন করবেন। যানজট এড়াতে বিশেষ ট্রাফিক ব্যবস্থাও গ্রহণ করা হয়েছে বলে জানা গেছে। xyxy=(18,685,322,721)
cont3-body xyxy=(765,2039,1127,2106)
cont4-sub2-headline: ১ হাজার গন্ধ চাষে লেগে xyxy=(1240,2196,1403,2216)
akrama-byline: নিজস্ব সংবাদদাতা xyxy=(923,1879,981,1889)
para: তিনি বলেন, কর্মসংস্থান সৃষ্টি ছাড়া দারিদ্র্য বিমোচন সম্ভব নয়। কারিগরি শিক্ষাকে অগ্রাধিকার দিয়ে তরুণদের দক্ষ জনশক্তিতে রূপান্তর করতে হবে। xyxy=(1140,2066,1503,2090)
para: স্থানীয় প্রশাসন জানিয়েছে, ক্ষতিগ্রস্ত পরিবারগুলোর তালিকা তৈরি করা হচ্ছে। তালিকা অনুযায়ী পর্যায়ক্রমে সহায়তা প্রদান করা হবে। xyxy=(765,2312,1127,2335)
cont1-sub3-body xyxy=(16,2282,378,2334)
para: গতকাল সোমবার বেলা ১১.৩০টার দিকে আশাশুনি প্রেস ক্লাব মিলনায়তনে আয়োজিত মতবিনিময় সভায় তিনি সাংবাদিকদের সামনে তার ৪০ দফা নির্বাচনী ইশতেহারের মূল বিষয়গুলো তুলে ধরেন। xyxy=(737,751,1116,773)
para: কৃষকরা বলছেন, প্রচলিত ফসলের চেয়ে এতে লাভ বেশি। প্রতি বিঘায় ৪৫ থেকে ৫০ হাজার টাকা পর্যন্ত আয় হচ্ছে। ফলে অনেকেই এ চাষে আগ্রহী হয়ে উঠছেন। xyxy=(1140,2248,1503,2270)
terokhada-byline-1: নিজস্ব xyxy=(786,145,806,154)
khanpur-hl-3: সাইকেলের শোডাউন xyxy=(1063,910,1177,926)
para: উল্লেখ্য, বাগেরহাট-৩ আসনটি দেশের অর্থনীতিতে বিশেষ গুরুত্ব বহন করে। মোংলা সমুদ্রবন্দর, রামপাল তাপবিদ্যুৎ কেন্দ্র, খুলনা-মোংলা রেলপথ, খানজাহান আলী বিমান বন্দর, খুলনা-মোংলা মহাসড়ক, মোংলা ইপিজেড, সুন্দরবন ও পশুর নৌ-চ্যানেলসহ বিভিন্ন কারণে এ আসনটি সবসময়ই আলোচনার কেন্দ্রবিন্দুতে থাকে। xyxy=(482,469,594,602)
monirampur-photo xyxy=(16,1825,389,1947)
para: উপজেলা নির্বাচন কর্মকর্তা সূত্রে জানা গেছে, এ আসনে মোট সাতজন প্রার্থী মনোনয়নপত্র জমা দিয়েছিলেন। যাচাই-বাছাইয়ে দুইজনের মনোনয়নপত্র বাতিল হয়। বাতিল হওয়া প্রার্থীরা আপিল করার সুযোগ পাবেন। xyxy=(482,293,594,377)
ashashuni-bazar-byline: নিজস্ব সংবাদদাতা xyxy=(379,1460,436,1470)
ashashuni-banner-byline: আশাশুনি সংবাদদাতা xyxy=(1085,708,1154,718)
para: ইউনিয়নের বিভিন্ন ওয়ার্ড থেকে আসা নেতাকর্মীরা দলীয় পতাকা ও ব্যানার নিয়ে শোডাউনে অংশ নেন। শোডাউনটি ইউনিয়নের প্রধান সড়কগুলো প্রদক্ষিণ করে বাজারে গিয়ে শেষ হয়। xyxy=(737,974,1116,997)
lead-para: হাদিসে বর্ণিত আছে, রাসুলুল্লাহ (সা.) শাবান মাসে অধিক পরিমাণে রোজা রাখতেন এবং ইবাদতে মগ্ন থাকতেন। আয়েশা (রা.) থেকে বর্ণিত, তিনি বলেন, একরাতে আমি রাসুল (সা.)-কে খুঁজে না পেয়ে বের হয়ে দেখি তিনি জান্নাতুল বাকিতে অবস্থান করছেন। তিনি বললেন, নিশ্চয়ই মহান আল্লাহ তাআলা পঞ্চদশ শাবানের রাতে দুনিয়ার আকাশে অবতরণ করেন এবং বনু কালব গোত্রের বকরির পালের পশমের সংখ্যার চেয়েও বেশি সংখ্যক মানুষকে ক্ষমা করে দেন। xyxy=(18,360,322,420)
fultala-byline: নিজস্ব সংবাদদাতা xyxy=(379,886,436,896)
para: স্থানীয় বাসিন্দারা এ উদ্যোগকে স্বাগত জানিয়ে ভবিষ্যতে আরও বেশি সংখ্যক এ ধরনের স্বাস্থ্যসেবা কার্যক্রম পরিচালনার দাবি জানান। তারা বলেন, শুধু চক্ষু নয়, সাধারণ স্বাস্থ্যসেবা, ডায়াবেটিস পরীক্ষা ও নারীস্বাস্থ্য বিষয়ক ক্যাম্পও আয়োজন করা প্রয়োজন। xyxy=(345,688,469,784)
para: সেমিনারে বক্তারা বলেন, পর্যটন ও পরিবেশ পরস্পরবিরোধী নয়। বরং সঠিক পরিকল্পনার মাধ্যমে ইকো-ট্যুরিজমকে কাজে লাগিয়ে স্থানীয় অর্থনীতির উন্নয়ন এবং একইসঙ্গে জীববৈচিত্র্য সংরক্ষণ সম্ভব। xyxy=(770,1934,1133,1956)
cont4-body xyxy=(1140,2039,1503,2118)
cont-column-4 xyxy=(1134,2039,1509,2379)
page-footer-note: রামপাল তাপ বিদ্যুৎ xyxy=(707,2388,812,2404)
para: এসব স্থাপনার কারণে এ আসনটি জাতীয় অর্থনীতিতে গুরুত্বপূর্ণ অবদান রাখছে। শিল্পকেন্দ্রিক এ আসনটি ঘিরে নানা সম্ভাবনা তৈরি হয়েছে। ফলে এখানকার ভোটারদের প্রত্যাশাও অনেক বেশি। xyxy=(482,606,594,690)
rampal-body xyxy=(482,204,594,1180)
terokhada-hl-2: স্থানে যৌথ বাহিনীর xyxy=(744,106,849,122)
para: শিক্ষার্থীরা মিছিল করে তাদের বিশ্ববিদ্যালয়ে অন্যায়ের হাত থেকে রক্ষার দাবি জানান। তারা বলেন, শিক্ষাঙ্গনে রাজনৈতিক প্রভাবমুক্ত পরিবেশ নিশ্চিত করতে হবে। xyxy=(391,2039,753,2062)
para: বিদ্যালয়ের প্রধান শিক্ষক সভাপতিত্বে অনুষ্ঠানে বিশেষ অতিথি ছিলেন স্থানীয় সাংবাদিক, শিক্ষানুরাগী ব্যক্তিবর্গ ও অভিভাবক প্রতিনিধিরা। শেষে বিজয়ীদের মাঝে পুরস্কার তুলে দেওয়া হয়। xyxy=(345,1306,469,1377)
lead-story-box xyxy=(10,185,330,771)
para: নানাবিধ ষড়যন্ত্রের বিরুদ্ধে সতর্ক থাকার আহ্বান জানিয়ে বক্তারা বলেন, 'একটি মহল দেশকে অস্থিতিশীল করার পাঁয়তারা চালাচ্ছে। সবাইকে ঐক্যবদ্ধভাবে তা প্রতিহত করতে হবে।' xyxy=(391,2144,753,2167)
cont3-sub1-headline: বিদেশে বসে বিচারপতির xyxy=(866,2107,1027,2127)
para: স্বাস্থ্যসেবার মানোন্নয়নে উপজেলা স্বাস্থ্য কমপ্লেক্সকে ১০০ শয্যায় উন্নীত করা, ২৪ ঘণ্টা চিকিৎসক উপস্থিতি নিশ্চিত করা এবং অ্যাম্বুলেন্স সেবা সম্প্রসারণের কথাও তিনি উল্লেখ করেন। xyxy=(1123,751,1503,773)
para: সংক্ষিপ্ত সমাবেশে বক্তারা বলেন, আসন্ন নির্বাচনে ধানের শীষের বিজয় সুনিশ্চিত। জনগণ পরিবর্তনের পক্ষে রায় দিতে প্রস্তুত রয়েছে। xyxy=(737,1028,1116,1052)
